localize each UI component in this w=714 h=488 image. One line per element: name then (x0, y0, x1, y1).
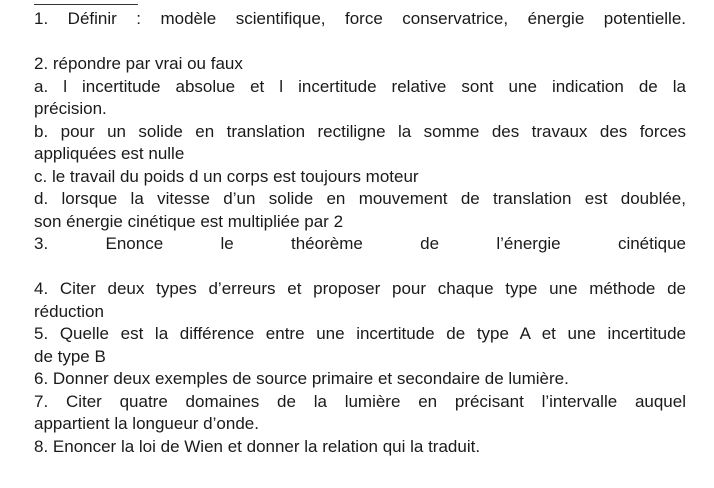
line-10: son énergie cinétique est multipliée par 2 (34, 211, 344, 231)
line-13: 4. Citer deux types d’erreurs et proposer pour chaque type une méthode de (34, 279, 686, 298)
document-page (34, 4, 686, 458)
line-18: 7. Citer quatre domaines de la lumière en précisant l’intervalle auquel (34, 391, 686, 411)
line-20: 8. Enoncer la loi de Wien et donner la relation qui la traduit. (34, 436, 481, 456)
line-09: d. lorsque la vitesse d’un solide en mouvement de translation est doublée, (34, 189, 686, 208)
top-rule (34, 4, 138, 5)
line-16: de type B (34, 346, 106, 366)
line-08: c. le travail du poids d un corps est toujours moteur (34, 166, 419, 186)
line-14: réduction (34, 301, 104, 321)
line-05: précision. (34, 99, 107, 118)
line-07: appliquées est nulle (34, 144, 185, 163)
line-03: 2. répondre par vrai ou faux (34, 54, 243, 73)
blank-line (34, 256, 686, 279)
line-17: 6. Donner deux exemples de source primaire et secondaire de lumière. (34, 369, 569, 388)
line-15: 5. Quelle est la différence entre une incertitude de type A et une incertitude (34, 324, 686, 343)
line-06: b. pour un solide en translation rectiligne la somme des travaux des forces (34, 121, 686, 141)
line-11: 3. Enonce le théorème de l’énergie cinétique (34, 234, 686, 253)
line-04: a. l incertitude absolue et l incertitude relative sont une indication de la (34, 76, 686, 96)
blank-line (34, 31, 686, 54)
line-19: appartient la longueur d’onde. (34, 414, 259, 433)
line-01: 1. Définir : modèle scientifique, force conservatrice, énergie potentielle. (34, 9, 686, 28)
